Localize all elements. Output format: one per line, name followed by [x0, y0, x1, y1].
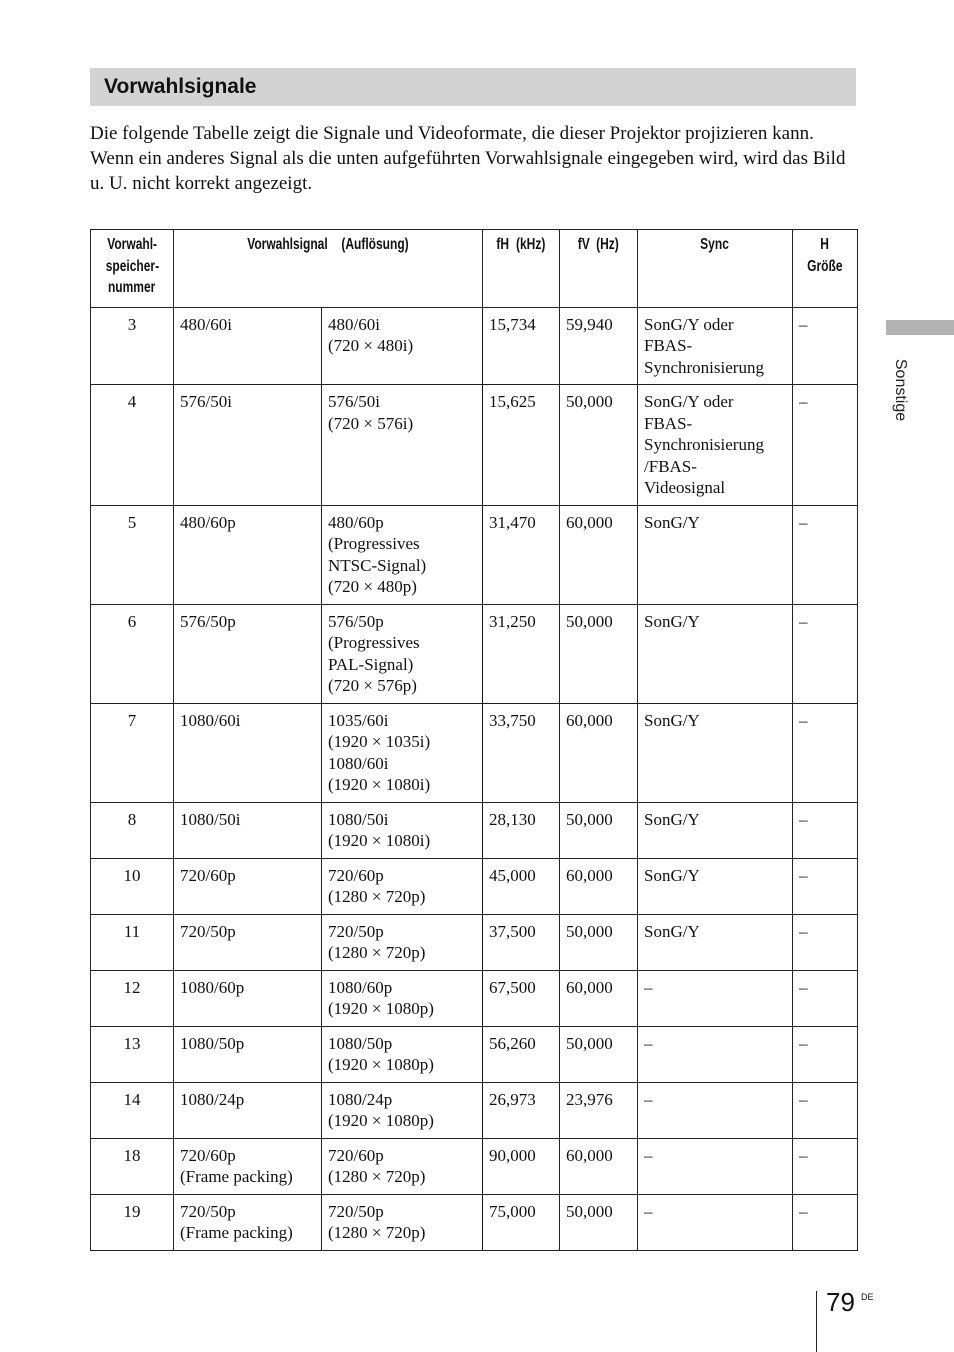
cell-signal [174, 604, 322, 703]
cell-h-size: – [793, 385, 858, 506]
cell-signal [174, 1138, 322, 1194]
cell-resolution [322, 604, 483, 703]
cell-resolution-line: (720 × 576p) [328, 676, 417, 695]
cell-resolution-line: (Progressives [328, 633, 420, 652]
cell-fh: 33,750 [483, 703, 560, 802]
table-row [91, 970, 858, 1026]
cell-h-size: – [793, 1026, 858, 1082]
table-row [91, 802, 858, 858]
cell-memory-number: 5 [91, 505, 174, 604]
cell-resolution-line: 1080/60p [328, 977, 393, 997]
header-preset-signal [174, 230, 483, 308]
cell-signal [174, 505, 322, 604]
cell-signal-line: 480/60i [180, 314, 232, 334]
cell-sync [638, 505, 793, 604]
table-row [91, 604, 858, 703]
cell-h-size: – [793, 1194, 858, 1250]
cell-memory-number: 13 [91, 1026, 174, 1082]
side-tab-marker [886, 320, 954, 335]
cell-sync-line: SonG/Y [644, 710, 700, 730]
cell-fh: 90,000 [483, 1138, 560, 1194]
cell-signal [174, 802, 322, 858]
cell-h-size: – [793, 914, 858, 970]
cell-signal-line: 720/50p [180, 921, 236, 941]
cell-fv: 60,000 [560, 505, 638, 604]
side-tab-label-text: Sonstige [892, 358, 909, 422]
section-title: Vorwahlsignale [104, 75, 257, 98]
header-memory-line-2: speicher- [105, 257, 159, 275]
cell-sync [638, 970, 793, 1026]
cell-fh: 26,973 [483, 1082, 560, 1138]
table-row [91, 1026, 858, 1082]
cell-sync-line: Videosignal [644, 478, 726, 497]
cell-h-size: – [793, 970, 858, 1026]
header-memory-line-3: nummer [108, 279, 156, 296]
cell-memory-number: 3 [91, 307, 174, 385]
header-hsize-line-2: Größe [807, 257, 843, 275]
header-fv [560, 230, 638, 308]
cell-sync-line: SonG/Y oder [644, 392, 734, 411]
cell-fv: 50,000 [560, 385, 638, 506]
cell-h-size: – [793, 505, 858, 604]
cell-fv: 60,000 [560, 1138, 638, 1194]
header-fv-line-1: fV [577, 236, 590, 253]
cell-signal [174, 385, 322, 506]
table-row [91, 385, 858, 506]
cell-fv: 50,000 [560, 604, 638, 703]
cell-sync-line: SonG/Y [644, 865, 700, 885]
cell-resolution-line: 1080/60i [328, 753, 389, 773]
page-number-rule [816, 1291, 817, 1352]
header-fh-line-1: fH [496, 236, 509, 253]
cell-sync-line: SonG/Y [644, 512, 700, 532]
cell-resolution-line: (1920 × 1080i) [328, 831, 431, 850]
cell-signal-line: 720/50p [180, 1201, 236, 1221]
cell-signal [174, 970, 322, 1026]
cell-resolution-line: 720/60p [328, 865, 384, 885]
cell-fh: 37,500 [483, 914, 560, 970]
cell-signal [174, 858, 322, 914]
cell-sync-line: – [644, 977, 653, 997]
cell-sync-line: SonG/Y [644, 611, 700, 631]
page-language: DE [861, 1292, 874, 1302]
cell-fv: 23,976 [560, 1082, 638, 1138]
cell-sync-line: FBAS- [644, 413, 693, 433]
cell-h-size: – [793, 802, 858, 858]
cell-resolution-line: (720 × 480i) [328, 336, 414, 355]
cell-fv: 50,000 [560, 1194, 638, 1250]
cell-memory-number: 18 [91, 1138, 174, 1194]
cell-fh: 56,260 [483, 1026, 560, 1082]
cell-resolution-line: 576/50i [328, 392, 380, 411]
cell-fh: 28,130 [483, 802, 560, 858]
cell-memory-number: 6 [91, 604, 174, 703]
intro-text [90, 121, 860, 196]
cell-resolution-line: PAL-Signal) [328, 654, 414, 674]
cell-resolution [322, 858, 483, 914]
cell-resolution-line: 1035/60i [328, 710, 389, 730]
cell-fv: 50,000 [560, 802, 638, 858]
cell-fv: 60,000 [560, 858, 638, 914]
cell-signal-line: 1080/24p [180, 1089, 245, 1109]
cell-sync-line: – [644, 1145, 653, 1165]
cell-signal-line: 1080/50i [180, 809, 241, 829]
cell-resolution [322, 1026, 483, 1082]
cell-h-size: – [793, 858, 858, 914]
table-row [91, 914, 858, 970]
cell-resolution [322, 505, 483, 604]
header-signal-line-1: Vorwahlsignal [247, 236, 329, 253]
cell-sync-line: SonG/Y [644, 809, 700, 829]
cell-fh: 67,500 [483, 970, 560, 1026]
cell-resolution [322, 307, 483, 385]
cell-resolution-line: (1920 × 1080p) [328, 1055, 434, 1074]
table-row [91, 1194, 858, 1250]
cell-signal-line: 1080/60p [180, 977, 245, 997]
cell-resolution-line: (1920 × 1080i) [328, 775, 431, 794]
cell-resolution-line: (Progressives [328, 534, 420, 553]
header-fh-line-2: (kHz) [515, 236, 545, 253]
cell-sync-line: FBAS- [644, 336, 693, 355]
header-hsize-line-1: H [820, 236, 830, 253]
cell-memory-number: 4 [91, 385, 174, 506]
cell-resolution-line: (720 × 576i) [328, 413, 414, 433]
header-sync-line-1: Sync [700, 236, 730, 253]
cell-resolution-line: (1280 × 720p) [328, 1223, 426, 1242]
cell-fh: 15,734 [483, 307, 560, 385]
page-number: 79 [826, 1287, 855, 1317]
cell-signal [174, 1082, 322, 1138]
intro-paragraph-1: Die folgende Tabelle zeigt die Signale und Videoformate, die dieser Projektor projizieren kann. [90, 123, 814, 144]
cell-signal-line: (Frame packing) [180, 1223, 293, 1242]
cell-signal-line: 576/50i [180, 392, 232, 411]
cell-fh: 31,250 [483, 604, 560, 703]
header-fv-line-2: (Hz) [595, 236, 619, 253]
cell-resolution [322, 1194, 483, 1250]
cell-sync [638, 1138, 793, 1194]
cell-h-size: – [793, 703, 858, 802]
cell-resolution [322, 914, 483, 970]
cell-memory-number: 19 [91, 1194, 174, 1250]
cell-fv: 60,000 [560, 703, 638, 802]
table-header-row [91, 230, 858, 308]
cell-h-size: – [793, 1082, 858, 1138]
cell-sync-line: – [644, 1033, 653, 1053]
cell-resolution-line: (1920 × 1080p) [328, 999, 434, 1018]
cell-memory-number: 8 [91, 802, 174, 858]
cell-memory-number: 7 [91, 703, 174, 802]
cell-memory-number: 14 [91, 1082, 174, 1138]
cell-resolution-line: 480/60p [328, 512, 384, 532]
cell-resolution-line: (1280 × 720p) [328, 943, 426, 962]
cell-resolution-line: (1280 × 720p) [328, 1167, 426, 1186]
cell-fv: 50,000 [560, 1026, 638, 1082]
cell-fh: 45,000 [483, 858, 560, 914]
cell-signal-line: 720/60p [180, 865, 236, 885]
cell-resolution [322, 802, 483, 858]
cell-sync-line: Synchronisierung [644, 435, 764, 454]
cell-resolution-line: 720/50p [328, 1201, 384, 1221]
intro-paragraph-2: Wenn ein anderes Signal als die unten aufgeführten Vorwahlsignale eingegeben wird, wird das Bild u. U. nicht korrekt angezeigt. [90, 148, 846, 194]
cell-resolution-line: 720/60p [328, 1145, 384, 1165]
cell-sync [638, 1082, 793, 1138]
table-row [91, 858, 858, 914]
cell-memory-number: 12 [91, 970, 174, 1026]
cell-sync [638, 385, 793, 506]
cell-resolution-line: (1280 × 720p) [328, 887, 426, 906]
cell-h-size: – [793, 307, 858, 385]
header-memory-line-1: Vorwahl- [107, 236, 157, 253]
cell-signal-line: (Frame packing) [180, 1167, 293, 1186]
header-fh [483, 230, 560, 308]
cell-resolution [322, 1138, 483, 1194]
cell-resolution-line: 1080/50p [328, 1033, 393, 1053]
cell-signal [174, 1026, 322, 1082]
cell-resolution [322, 1082, 483, 1138]
cell-resolution-line: (720 × 480p) [328, 577, 417, 596]
cell-sync [638, 1026, 793, 1082]
cell-memory-number: 10 [91, 858, 174, 914]
cell-sync [638, 914, 793, 970]
cell-signal-line: 1080/50p [180, 1033, 245, 1053]
cell-resolution-line: 720/50p [328, 921, 384, 941]
cell-sync-line: /FBAS- [644, 456, 697, 476]
cell-fh: 15,625 [483, 385, 560, 506]
cell-sync-line: Synchronisierung [644, 357, 764, 377]
cell-h-size: – [793, 1138, 858, 1194]
table-row [91, 307, 858, 385]
header-h-size [793, 230, 858, 308]
cell-fh: 75,000 [483, 1194, 560, 1250]
table-row [91, 703, 858, 802]
cell-signal [174, 1194, 322, 1250]
cell-fv: 59,940 [560, 307, 638, 385]
cell-sync-line: – [644, 1089, 653, 1109]
cell-sync-line: SonG/Y oder [644, 314, 734, 334]
cell-signal [174, 307, 322, 385]
section-header [90, 68, 856, 106]
cell-signal [174, 914, 322, 970]
cell-resolution-line: 576/50p [328, 611, 384, 631]
header-memory-number [91, 230, 174, 308]
cell-resolution-line: NTSC-Signal) [328, 555, 427, 575]
cell-fh: 31,470 [483, 505, 560, 604]
cell-resolution-line: 480/60i [328, 314, 380, 334]
cell-resolution [322, 703, 483, 802]
preset-signal-table [90, 229, 858, 1251]
cell-sync-line: SonG/Y [644, 921, 700, 941]
table-row [91, 1082, 858, 1138]
cell-sync-line: – [644, 1201, 653, 1221]
header-signal-line-2: (Auflösung) [341, 236, 410, 253]
cell-signal [174, 703, 322, 802]
cell-signal-line: 576/50p [180, 611, 236, 631]
cell-signal-line: 480/60p [180, 512, 236, 532]
cell-resolution-line: 1080/50i [328, 809, 389, 829]
cell-resolution [322, 385, 483, 506]
cell-sync [638, 1194, 793, 1250]
cell-sync [638, 307, 793, 385]
cell-sync [638, 802, 793, 858]
cell-sync [638, 703, 793, 802]
cell-memory-number: 11 [91, 914, 174, 970]
header-sync [638, 230, 793, 308]
cell-signal-line: 720/60p [180, 1145, 236, 1165]
cell-resolution-line: (1920 × 1035i) [328, 732, 431, 751]
cell-sync [638, 858, 793, 914]
cell-resolution-line: (1920 × 1080p) [328, 1111, 434, 1130]
table-row [91, 1138, 858, 1194]
cell-fv: 50,000 [560, 914, 638, 970]
cell-resolution-line: 1080/24p [328, 1089, 393, 1109]
cell-fv: 60,000 [560, 970, 638, 1026]
table-body [91, 307, 858, 1250]
table-row [91, 505, 858, 604]
cell-resolution [322, 970, 483, 1026]
cell-sync [638, 604, 793, 703]
cell-signal-line: 1080/60i [180, 710, 241, 730]
cell-h-size: – [793, 604, 858, 703]
